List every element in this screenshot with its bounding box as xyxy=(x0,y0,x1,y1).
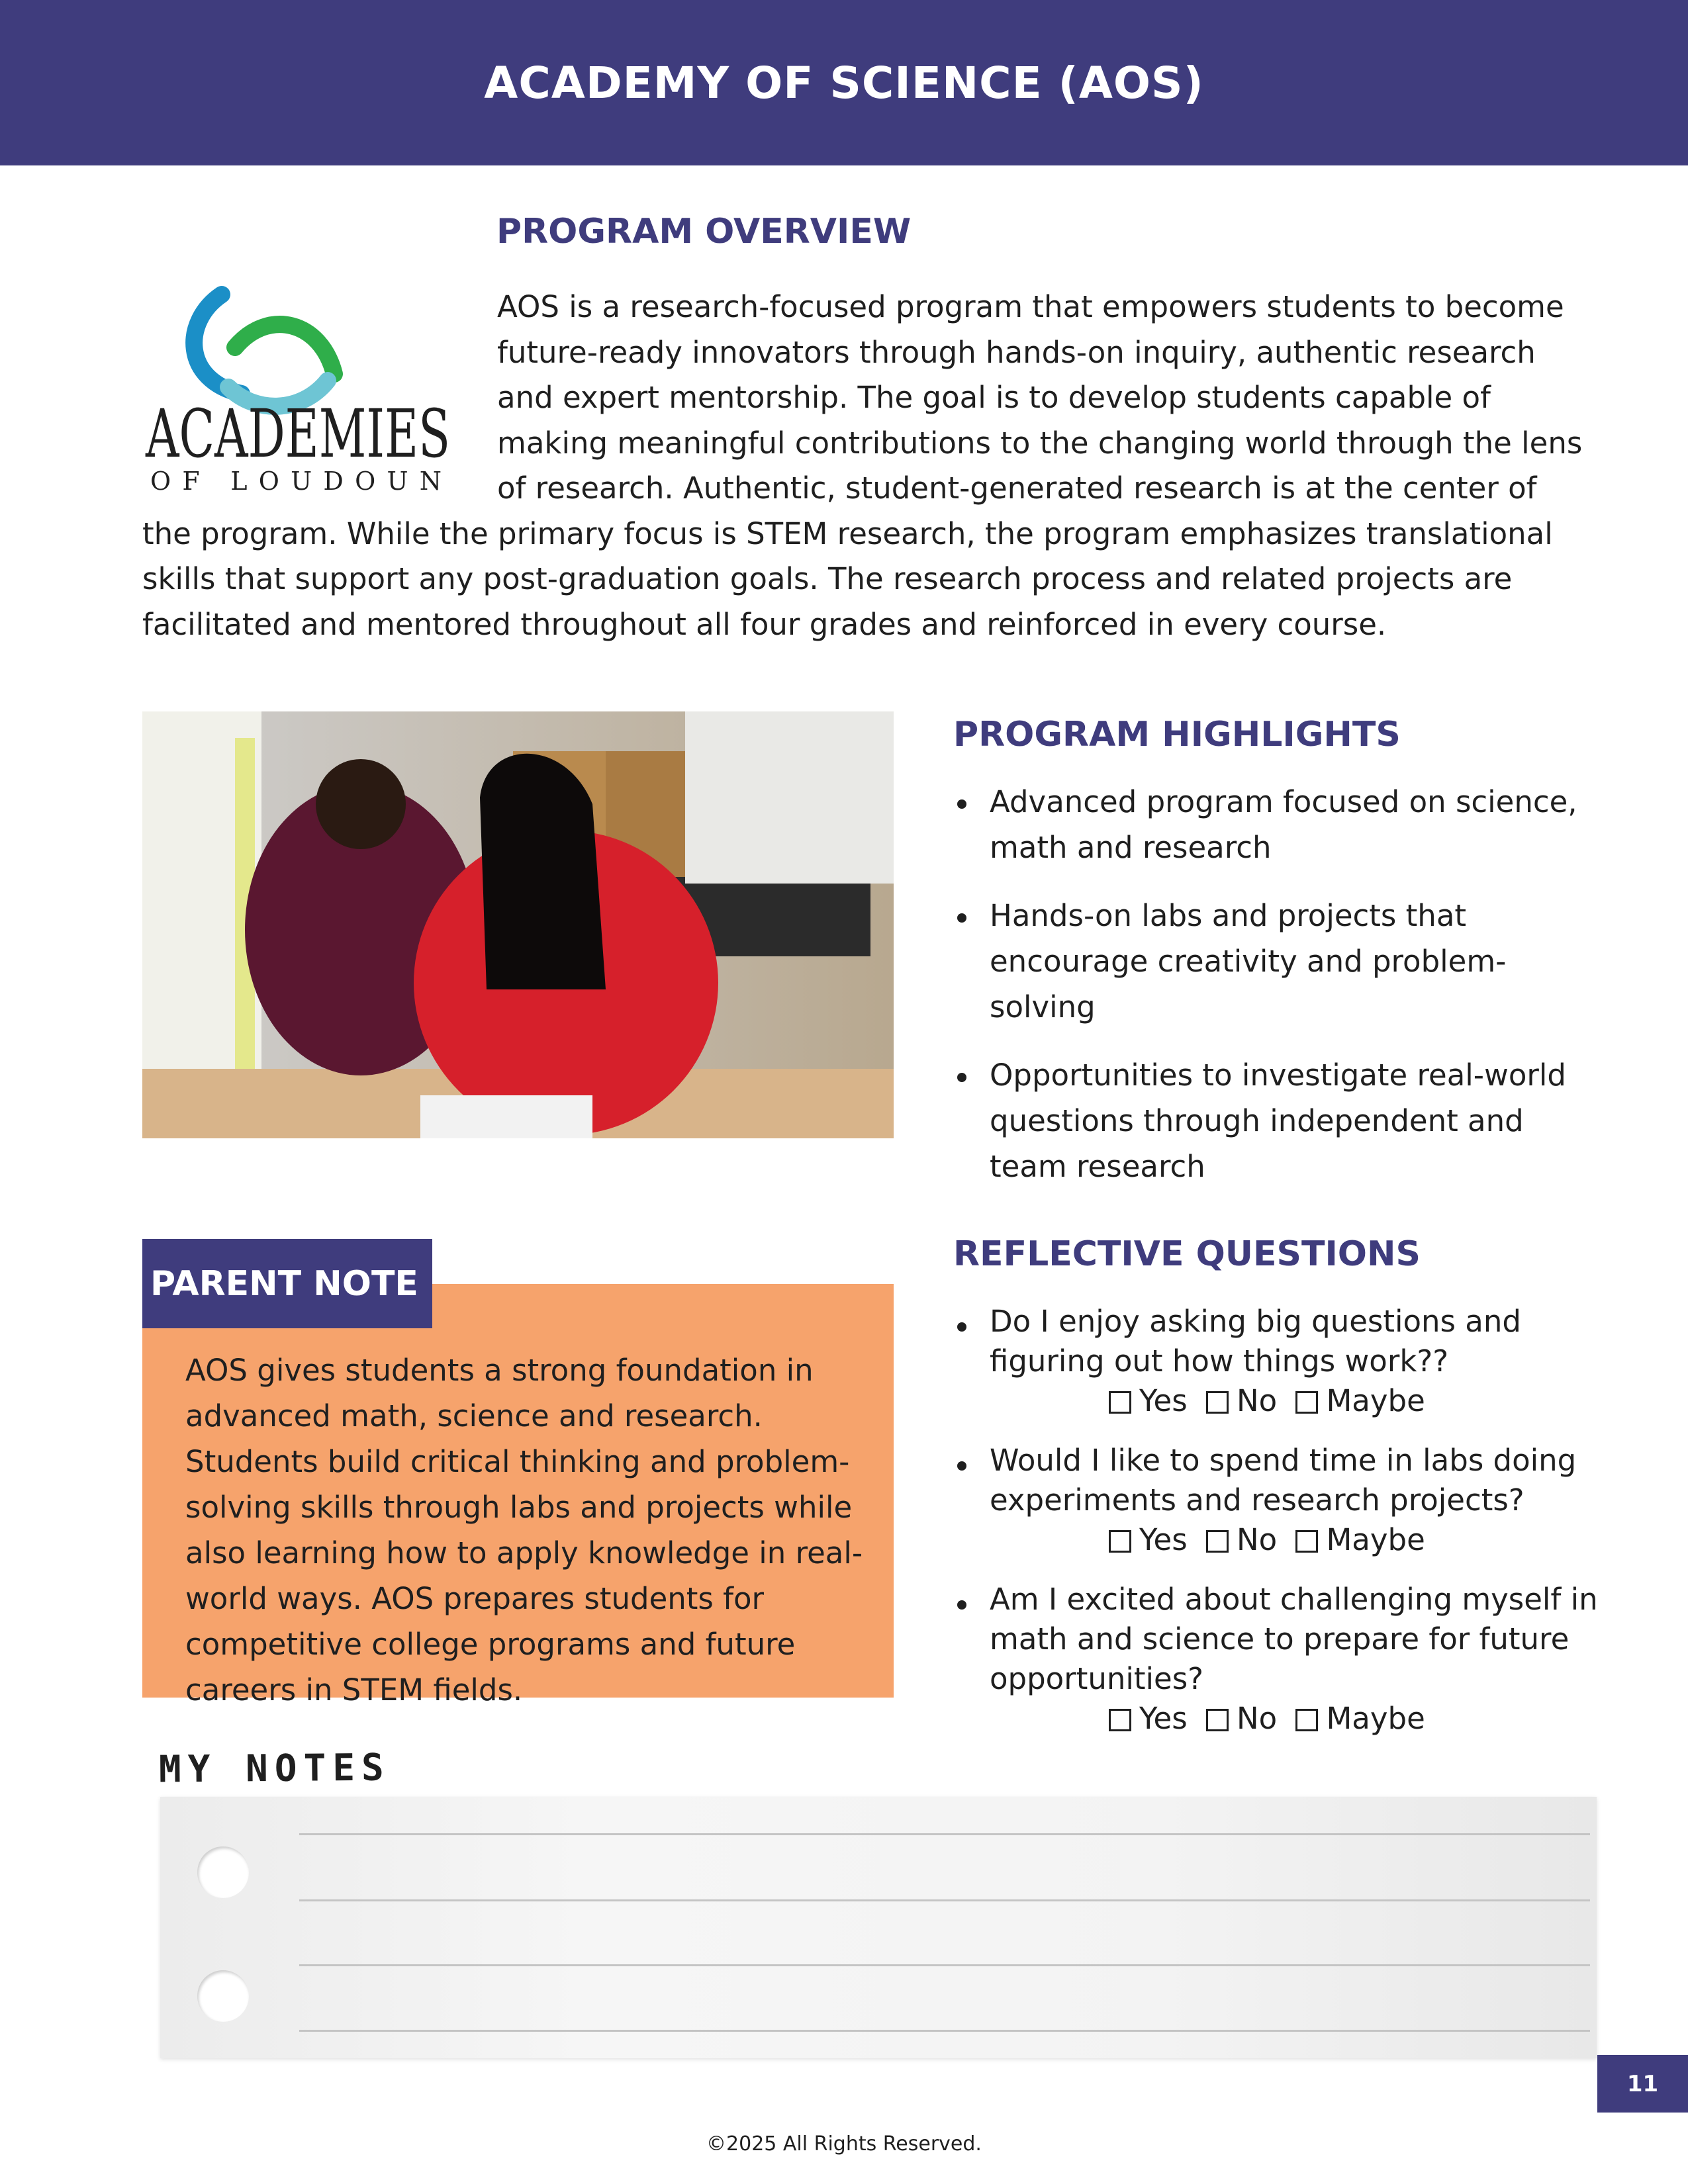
answer-choices: Yes No Maybe xyxy=(990,1381,1615,1421)
copyright-footer: ©2025 All Rights Reserved. xyxy=(706,2132,982,2156)
yes-checkbox[interactable] xyxy=(1109,1391,1131,1414)
my-notes-title: MY NOTES xyxy=(158,1746,391,1792)
logo-wordmark: ACADEMIES xyxy=(145,395,450,473)
no-checkbox[interactable] xyxy=(1206,1709,1229,1731)
notes-area[interactable] xyxy=(160,1797,1597,2058)
reflective-list xyxy=(953,1302,1615,1758)
binder-hole-icon xyxy=(197,1846,249,1898)
list-item: Hands-on labs and projects that encourage creativity and problem-solving xyxy=(953,893,1609,1030)
question-item xyxy=(953,1441,1615,1560)
highlights-heading: PROGRAM HIGHLIGHTS xyxy=(953,715,1401,754)
yes-checkbox[interactable] xyxy=(1109,1709,1131,1731)
no-checkbox[interactable] xyxy=(1206,1391,1229,1414)
overview-text: AOS is a research-focused program that empowers students to become future-ready innovators through hands-on inquiry, authentic research and expert mentorship. The goal is to develop students capable of making meaningful contributions to the changing world through the lens of research. Authentic, student-generated research is at the center of the program. While the primary focus is STEM research, the program emphasizes translational skills that support any post-graduation goals. The research process and related projects are facilitated and mentored throughout all four grades and reinforced in every course. xyxy=(142,289,1583,642)
maybe-checkbox[interactable] xyxy=(1295,1391,1318,1414)
page-number: 11 xyxy=(1597,2055,1688,2113)
no-checkbox[interactable] xyxy=(1206,1530,1229,1553)
question-text: Would I like to spend time in labs doing experiments and research projects? xyxy=(990,1443,1577,1518)
binder-hole-icon xyxy=(197,1970,249,2022)
note-line xyxy=(299,2030,1590,2032)
note-line xyxy=(299,1833,1590,1835)
overview-body xyxy=(142,285,1585,647)
question-item xyxy=(953,1302,1615,1421)
list-item: Opportunities to investigate real-world questions through independent and team research xyxy=(953,1052,1609,1189)
maybe-checkbox[interactable] xyxy=(1295,1709,1318,1731)
parent-note-text: AOS gives students a strong foundation in advanced math, science and research. Students build critical thinking and problem-solving skills through labs and projects while also learning how to apply knowledge in real-world ways. AOS prepares students for competitive college programs and future careers in STEM fields. xyxy=(185,1353,863,1707)
highlights-list xyxy=(953,779,1609,1212)
parent-note-label: PARENT NOTE xyxy=(142,1239,432,1328)
students-photo xyxy=(142,711,894,1138)
logo-subline: OF LOUDOUN xyxy=(150,467,442,496)
note-line xyxy=(299,1964,1590,1966)
page-title: ACADEMY OF SCIENCE (AOS) xyxy=(484,57,1204,109)
question-text: Am I excited about challenging myself in math and science to prepare for future opportunities? xyxy=(990,1582,1598,1696)
question-text: Do I enjoy asking big questions and figuring out how things work?? xyxy=(990,1304,1521,1379)
header-banner xyxy=(0,0,1688,165)
yes-checkbox[interactable] xyxy=(1109,1530,1131,1553)
question-item xyxy=(953,1580,1615,1739)
overview-heading: PROGRAM OVERVIEW xyxy=(496,212,912,251)
note-line xyxy=(299,1899,1590,1901)
maybe-checkbox[interactable] xyxy=(1295,1530,1318,1553)
answer-choices: Yes No Maybe xyxy=(990,1699,1615,1739)
reflective-heading: REFLECTIVE QUESTIONS xyxy=(953,1234,1421,1274)
logo-space xyxy=(142,285,497,496)
answer-choices: Yes No Maybe xyxy=(990,1520,1615,1560)
list-item: Advanced program focused on science, math and research xyxy=(953,779,1609,870)
